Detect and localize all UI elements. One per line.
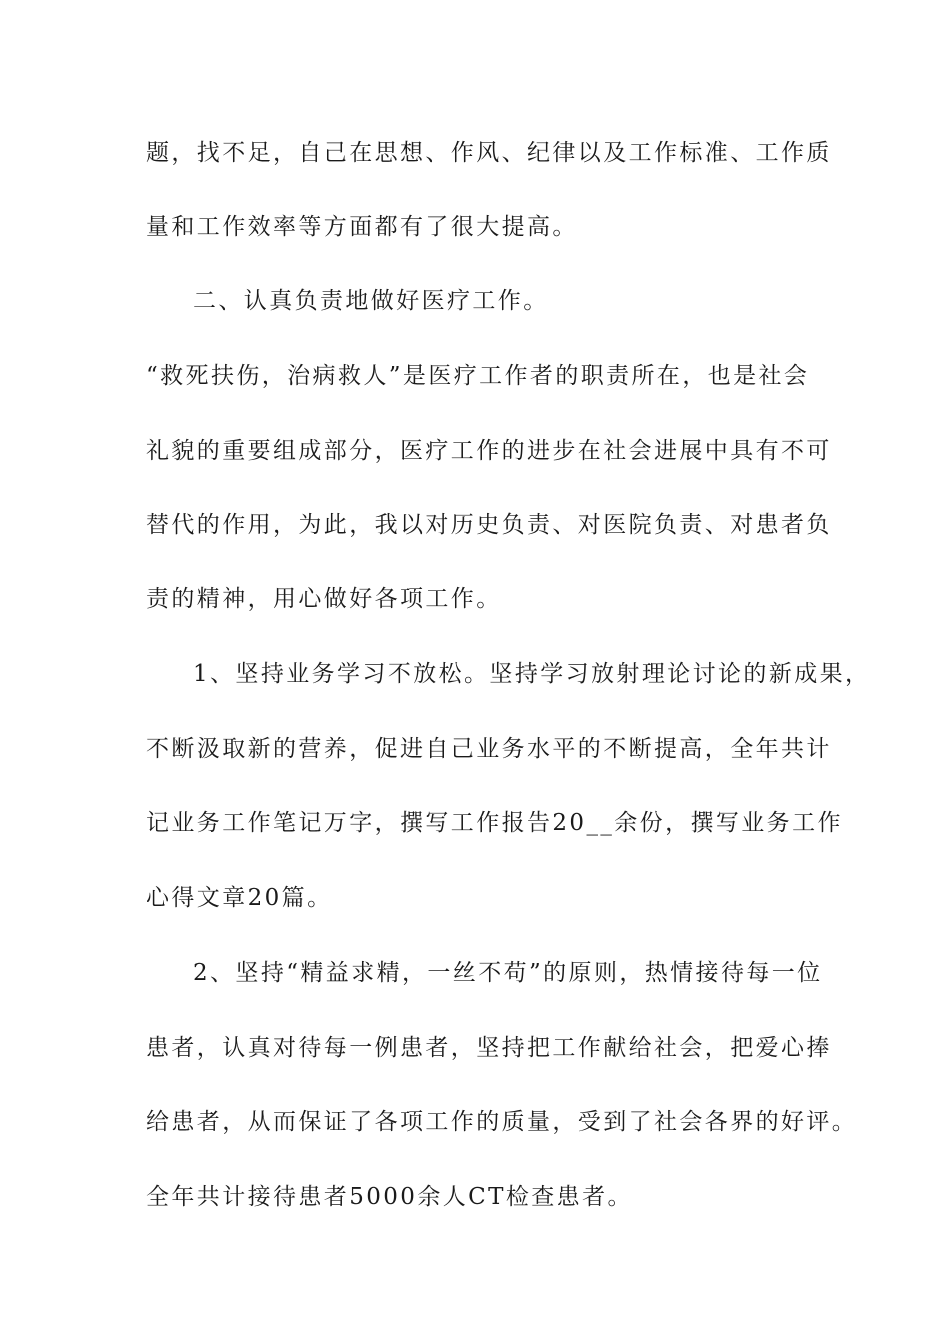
- text-line: 不断汲取新的营养，促进自己业务水平的不断提高，全年共计: [146, 736, 832, 762]
- text-line: 礼貌的重要组成部分，医疗工作的进步在社会进展中具有不可: [146, 438, 832, 464]
- text-line: 全年共计接待患者5000余人CT检查患者。: [146, 1184, 633, 1210]
- text-line: 2、坚持“精益求精，一丝不苟”的原则，热情接待每一位: [193, 960, 823, 986]
- text-line: 患者，认真对待每一例患者，坚持把工作献给社会，把爱心捧: [146, 1035, 832, 1061]
- text-line: 1、坚持业务学习不放松。坚持学习放射理论讨论的新成果，: [193, 661, 871, 687]
- text-line: 心得文章20篇。: [146, 885, 333, 911]
- text-line: “救死扶伤，治病救人”是医疗工作者的职责所在，也是社会: [146, 363, 810, 389]
- section-heading: 二、认真负责地做好医疗工作。: [193, 288, 549, 314]
- text-line: 题，找不足，自己在思想、作风、纪律以及工作标准、工作质: [146, 140, 832, 166]
- text-line: 给患者，从而保证了各项工作的质量，受到了社会各界的好评。: [146, 1109, 858, 1135]
- text-line: 量和工作效率等方面都有了很大提高。: [146, 214, 578, 240]
- text-line: 记业务工作笔记万字，撰写工作报告20__余份，撰写业务工作: [146, 810, 843, 836]
- text-line: 责的精神，用心做好各项工作。: [146, 586, 502, 612]
- text-line: 替代的作用，为此，我以对历史负责、对医院负责、对患者负: [146, 512, 832, 538]
